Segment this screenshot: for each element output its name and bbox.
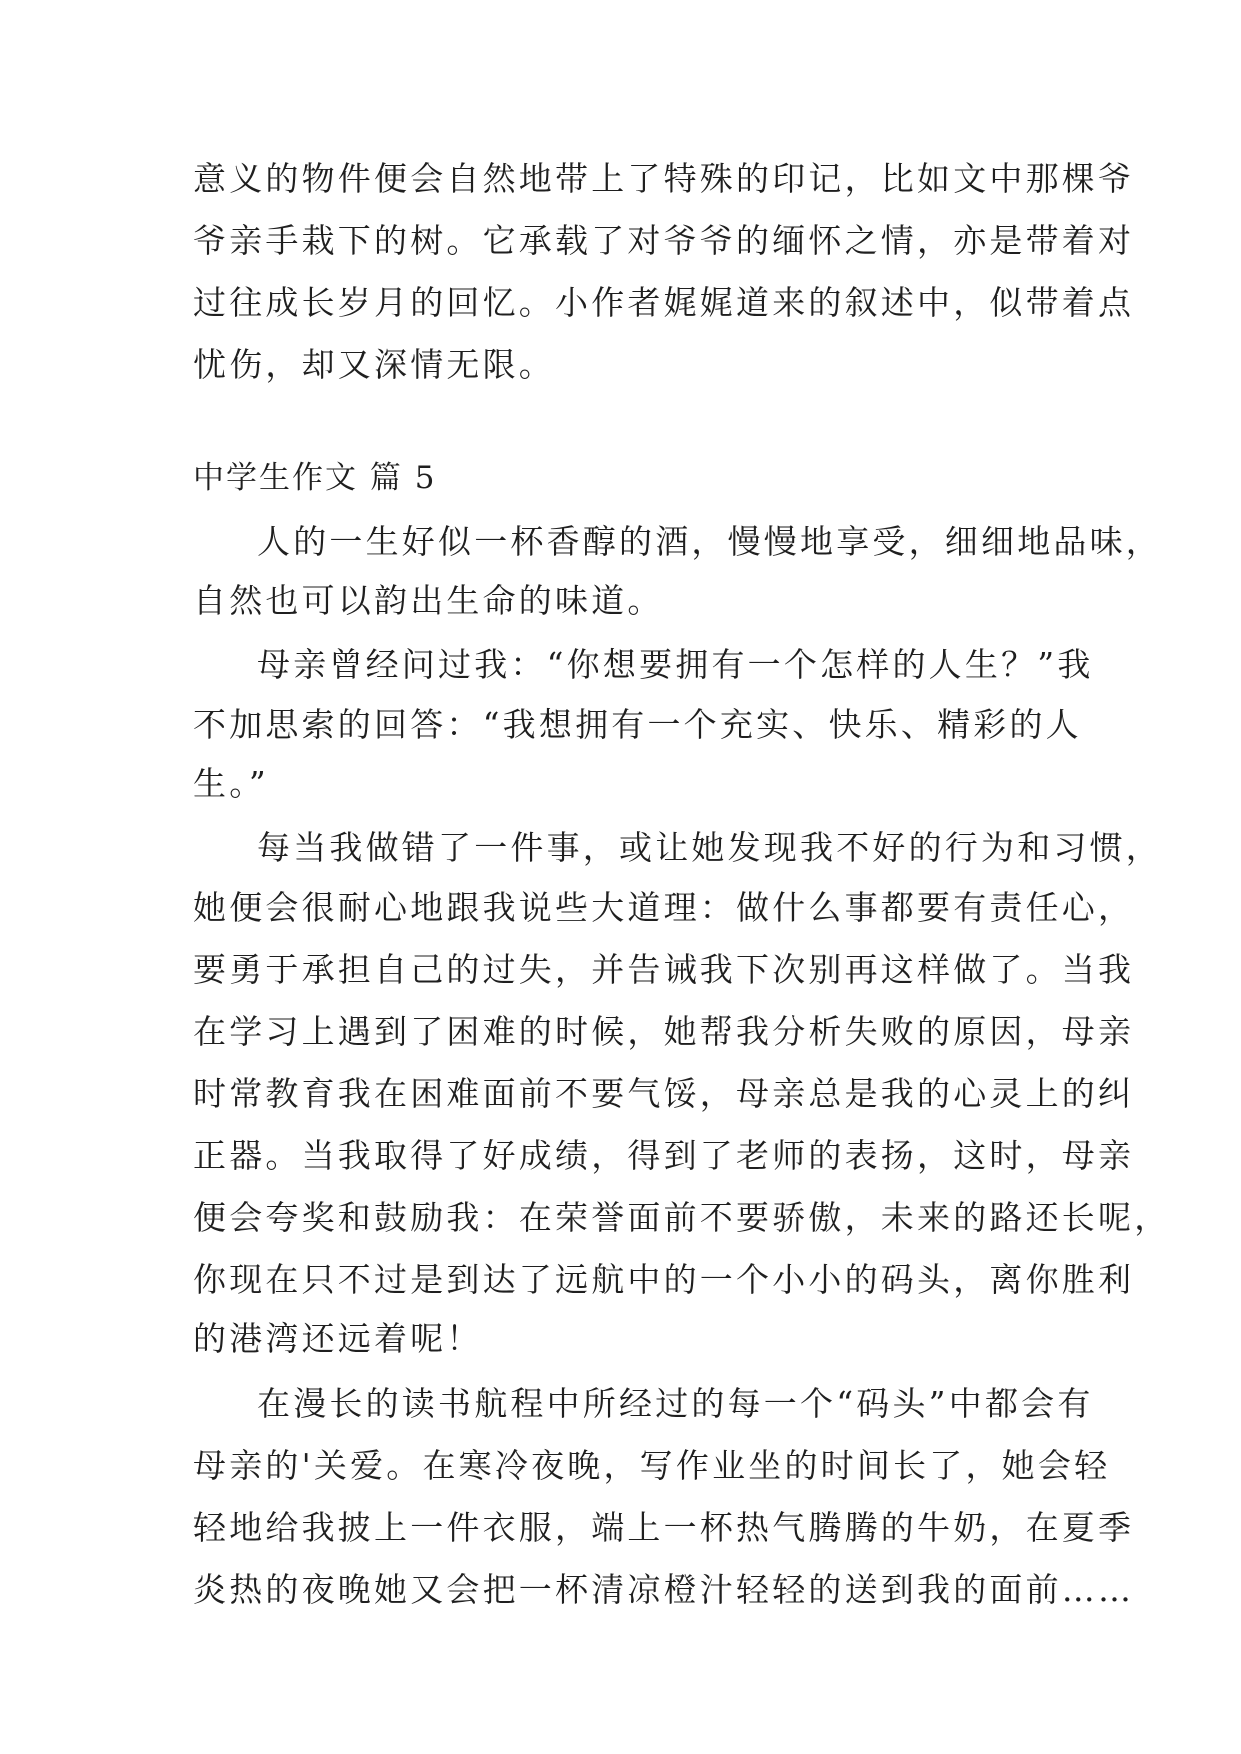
paragraph-line: 要勇于承担自己的过失，并告诫我下次别再这样做了。当我: [193, 950, 1135, 989]
paragraph-line: 轻地给我披上一件衣服，端上一杯热气腾腾的牛奶，在夏季: [193, 1508, 1135, 1547]
paragraph-line: 便会夸奖和鼓励我：在荣誉面前不要骄傲，未来的路还长呢，: [193, 1198, 1171, 1237]
paragraph-line: 不加思索的回答：“我想拥有一个充实、快乐、精彩的人: [193, 705, 1082, 744]
intro-line: 爷亲手栽下的树。它承载了对爷爷的缅怀之情，亦是带着对: [193, 221, 1135, 260]
paragraph-line: 正器。当我取得了好成绩，得到了老师的表扬，这时，母亲: [193, 1136, 1135, 1175]
paragraph-line: 人的一生好似一杯香醇的酒，慢慢地享受，细细地品味，: [257, 522, 1162, 561]
paragraph-line: 你现在只不过是到达了远航中的一个小小的码头，离你胜利: [193, 1260, 1135, 1299]
paragraph-line: 在漫长的读书航程中所经过的每一个“码头”中都会有: [257, 1384, 1094, 1423]
paragraph-line: 的港湾还远着呢！: [193, 1319, 483, 1358]
intro-line: 意义的物件便会自然地带上了特殊的印记，比如文中那棵爷: [193, 159, 1135, 198]
intro-line: 忧伤，却又深情无限。: [193, 345, 555, 384]
paragraph-line: 她便会很耐心地跟我说些大道理：做什么事都要有责任心，: [193, 888, 1135, 927]
paragraph-line: 每当我做错了一件事，或让她发现我不好的行为和习惯，: [257, 828, 1162, 867]
paragraph-line: 母亲曾经问过我：“你想要拥有一个怎样的人生？”我: [257, 645, 1094, 684]
paragraph-line: 自然也可以韵出生命的味道。: [193, 581, 664, 620]
paragraph-line: 在学习上遇到了困难的时候，她帮我分析失败的原因，母亲: [193, 1012, 1135, 1051]
paragraph-line: 母亲的'关爱。在寒冷夜晚，写作业坐的时间长了，她会轻: [193, 1446, 1111, 1485]
intro-line: 过往成长岁月的回忆。小作者娓娓道来的叙述中，似带着点: [193, 283, 1135, 322]
paragraph-line: 生。”: [193, 764, 269, 803]
paragraph-line: 时常教育我在困难面前不要气馁，母亲总是我的心灵上的纠: [193, 1074, 1135, 1113]
section-title: 中学生作文 篇 5: [193, 460, 437, 496]
paragraph-line: 炎热的夜晚她又会把一杯清凉橙汁轻轻的送到我的面前……: [193, 1570, 1135, 1609]
